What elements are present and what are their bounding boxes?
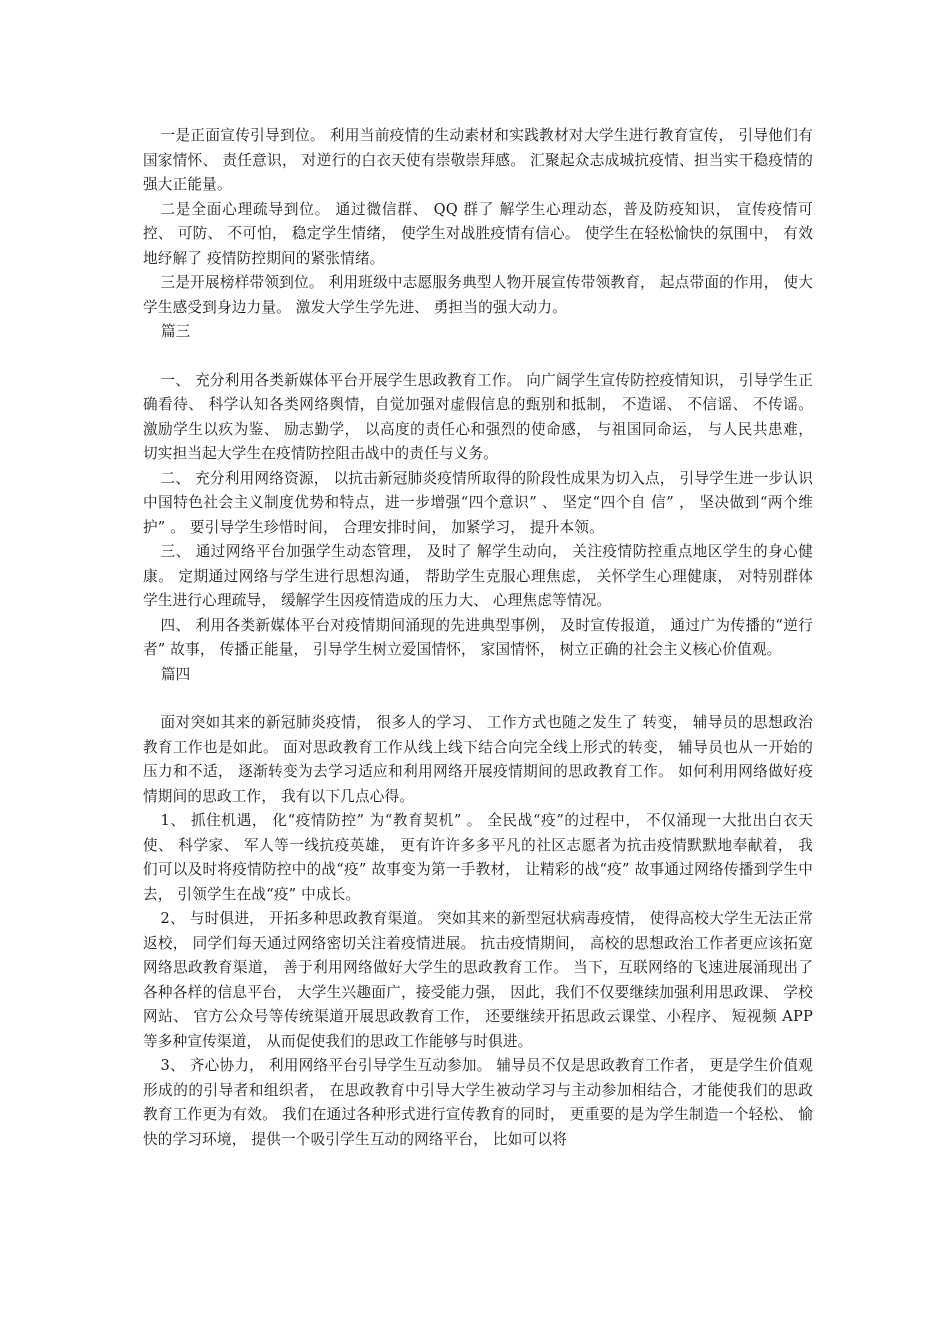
paragraph: 面对突如其来的新冠肺炎疫情， 很多人的学习、 工作方式也随之发生了 转变， 辅导员的思想政治教育工作也是如此。 面对思政教育工作从线上线下结合向完全线上形式的转变， 辅导员也从一开始的压力和不适， 逐渐转变为去学习适应和利用网络开展疫情期间的思政教育工作。 如何利用网络做好疫情期间的思政工作， 我有以下几点心得。 [143, 714, 813, 805]
paragraph: 二、 充分利用网络资源， 以抗击新冠肺炎疫情所取得的阶段性成果为切入点， 引导学生进一步认识中国特色社会主义制度优势和特点，进一步增强“四个意识” 、 坚定“四个自 信” ， 坚决做到“两个维护” 。 要引导学生珍惜时间， 合理安排时间， 加紧学习， 提升本领。 [143, 469, 813, 536]
paragraph: 一是正面宣传引导到位。 利用当前疫情的生动素材和实践教材对大学生进行教育宣传， 引导他们有国家情怀、 责任意识， 对逆行的白衣天使有崇敬崇拜感。 汇聚起众志成城抗疫情、担当实干稳疫情的强大正能量。 [143, 127, 813, 193]
paragraph: 三、 通过网络平台加强学生动态管理， 及时了 解学生动向， 关注疫情防控重点地区学生的身心健康。 定期通过网络与学生进行思想沟通， 帮助学生克服心理焦虑， 关怀学生心理健康， 对特别群体学生进行心理疏导， 缓解学生因疫情造成的压力大、 心理焦虑等情况。 [143, 543, 813, 609]
paragraph: 3、 齐心协力， 利用网络平台引导学生互动参加。 辅导员不仅是思政教育工作者， 更是学生价值观形成的的引导者和组织者， 在思政教育中引导大学生被动学习与主动参加相结合，才能使我们的思政教育工作更为有效。 我们在通过各种形式进行宣传教育的同时， 更重要的是为学生制造一个轻松、 愉快的学习环境， 提供一个吸引学生互动的网络平台， 比如可以将 [143, 1057, 813, 1148]
paragraph: 二是全面心理疏导到位。 通过微信群、 QQ 群了 解学生心理动态，普及防疫知识， 宣传疫情可控、 可防、 不可怕， 稳定学生情绪， 使学生对战胜疫情有信心。 使学生在轻松愉快的氛围中， 有效地纾解了 疫情防控期间的紧张情绪。 [143, 200, 813, 267]
section-heading: 篇四 [161, 665, 191, 683]
paragraph: 四、 利用各类新媒体平台对疫情期间涌现的先进典型事例， 及时宣传报道， 通过广为传播的“逆行者” 故事， 传播正能量， 引导学生树立爱国情怀， 家国情怀， 树立正确的社会主义核心价值观。 [143, 616, 813, 658]
document-page [143, 124, 813, 1152]
paragraph: 三是开展榜样带领到位。 利用班级中志愿服务典型人物开展宣传带领教育， 起点带面的作用， 使大学生感受到身边力量。 激发大学生学先进、 勇担当的强大动力。 [143, 274, 813, 316]
section-heading: 篇三 [161, 323, 191, 340]
spacer [143, 687, 813, 711]
paragraph: 1、 抓住机遇， 化“疫情防控” 为“教育契机” 。 全民战“疫”的过程中， 不仅涌现一大批出白衣天使、 科学家、 军人等一线抗疫英雄， 更有许许多多平凡的社区志愿者为抗击疫情默默地奉献着， 我们可以及时将疫情防控中的战“疫” 故事变为第一手教材， 让精彩的战“疫” 故事通过网络传播到学生中去， 引领学生在战“疫” 中成长。 [143, 812, 813, 903]
paragraph: 一、 充分利用各类新媒体平台开展学生思政教育工作。 向广阔学生宣传防控疫情知识， 引导学生正确看待、 科学认知各类网络舆情，自觉加强对虚假信息的甄别和抵制， 不造谣、 不信谣、 不传谣。 激励学生以疚为鉴、 励志勤学， 以高度的责任心和强烈的使命感， 与祖国同命运， 与人民共患难， 切实担当起大学生在疫情防控阻击战中的责任与义务。 [143, 371, 813, 462]
spacer [143, 345, 813, 369]
paragraph: 2、 与时俱进， 开拓多种思政教育渠道。 突如其来的新型冠状病毒疫情， 使得高校大学生无法正常返校， 同学们每天通过网络密切关注着疫情进展。 抗击疫情期间， 高校的思想政治工作者更应该拓宽网络思政教育渠道， 善于利用网络做好大学生的思政教育工作。 当下，互联网络的飞速进展涌现出了 各种各样的信息平台， 大学生兴趣面广，接受能力强， 因此，我们不仅要继续加强利用思政课、 学校网站、 官方公众号等传统渠道开展思政教育工作， 还要继续开拓思政云课堂、小程序、 短视频 APP 等多种宣传渠道， 从而促使我们的思政工作能够与时俱进。 [143, 910, 813, 1050]
